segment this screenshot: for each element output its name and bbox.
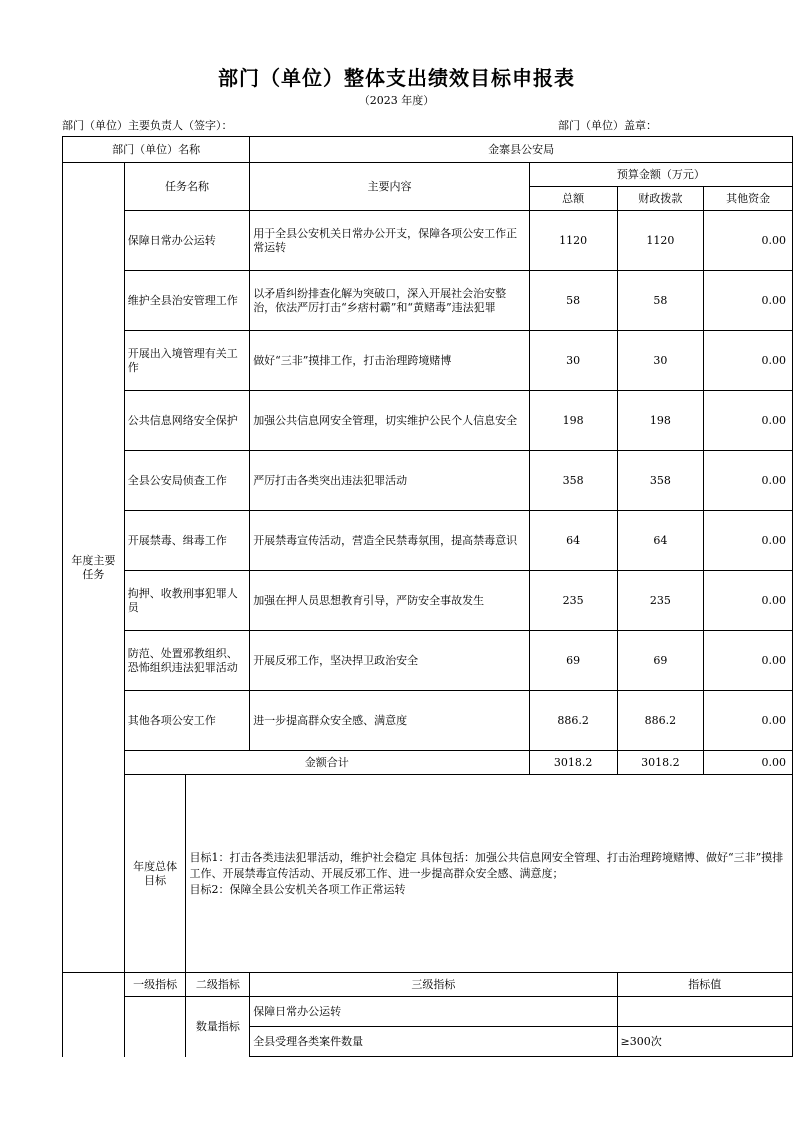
table-row [63,211,793,271]
task-other: 0.00 [704,451,793,511]
unit-value: 金寨县公安局 [250,137,793,163]
task-other: 0.00 [704,631,793,691]
col-main-content: 主要内容 [250,163,530,211]
task-fiscal: 886.2 [617,691,704,751]
col-level2: 二级指标 [186,973,250,997]
task-content: 加强公共信息网安全管理，切实维护公民个人信息安全 [250,391,530,451]
page-title: 部门（单位）整体支出绩效目标申报表 [218,66,575,90]
task-name: 防范、处置邪教组织、恐怖组织违法犯罪活动 [124,631,249,691]
seal-label: 部门（单位）盖章： [558,119,657,132]
table-row [63,511,793,571]
table-row [63,571,793,631]
indicator-value [617,997,792,1027]
task-total: 235 [529,571,617,631]
task-content: 开展反邪工作，坚决捍卫政治安全 [250,631,530,691]
task-fiscal: 69 [617,631,704,691]
task-total: 69 [529,631,617,691]
col-fiscal: 财政拨款 [617,187,704,211]
task-other: 0.00 [704,211,793,271]
unit-label: 部门（单位）名称 [63,137,250,163]
goal-line-1: 目标1：打击各类违法犯罪活动，维护社会稳定 具体包括：加强公共信息网安全管理、打击治理跨境赌博、做好“三非”摸排工作、开展禁毒宣传活动、开展反邪工作、进一步提高群众安全感、满意度； [189,850,784,880]
table-row [63,631,793,691]
task-other: 0.00 [704,391,793,451]
task-content: 做好“三非”摸排工作，打击治理跨境赌博 [250,331,530,391]
table-row [63,331,793,391]
goal-label: 年度总体目标 [124,775,186,973]
level3-cell: 全县受理各类案件数量 [250,1027,617,1057]
sum-row [63,751,793,775]
task-total: 58 [529,271,617,331]
task-other: 0.00 [704,331,793,391]
task-fiscal: 30 [617,331,704,391]
task-other: 0.00 [704,511,793,571]
task-content: 开展禁毒宣传活动，营造全民禁毒氛围，提高禁毒意识 [250,511,530,571]
performance-table [62,136,793,1057]
table-row [63,997,793,1027]
sum-fiscal: 3018.2 [617,751,704,775]
task-header-row [63,163,793,187]
col-budget: 预算金额（万元） [529,163,792,187]
task-other: 0.00 [704,271,793,331]
level3-cell: 保障日常办公运转 [250,997,617,1027]
task-content: 进一步提高群众安全感、满意度 [250,691,530,751]
task-name: 开展禁毒、缉毒工作 [124,511,249,571]
task-fiscal: 64 [617,511,704,571]
task-total: 64 [529,511,617,571]
goal-content [186,775,793,973]
task-name: 开展出入境管理有关工作 [124,331,249,391]
level1-cell [124,997,186,1057]
tasks-section-label: 年度主要任务 [63,163,125,973]
table-row [63,691,793,751]
indicator-section-label [63,973,125,1057]
task-name: 其他各项公安工作 [124,691,249,751]
task-fiscal: 198 [617,391,704,451]
task-name: 维护全县治安管理工作 [124,271,249,331]
task-name: 拘押、收教刑事犯罪人员 [124,571,249,631]
task-total: 358 [529,451,617,511]
level2-cell: 数量指标 [186,997,250,1057]
col-task-name: 任务名称 [124,163,249,211]
table-row [63,271,793,331]
col-level1: 一级指标 [124,973,186,997]
task-content: 用于全县公安机关日常办公开支，保障各项公安工作正常运转 [250,211,530,271]
sum-other: 0.00 [704,751,793,775]
task-other: 0.00 [704,571,793,631]
task-total: 30 [529,331,617,391]
table-row [63,451,793,511]
task-content: 加强在押人员思想教育引导，严防安全事故发生 [250,571,530,631]
task-name: 公共信息网络安全保护 [124,391,249,451]
indicator-value: ≥300次 [617,1027,792,1057]
goal-row [63,775,793,973]
unit-row [63,137,793,163]
task-name: 全县公安局侦查工作 [124,451,249,511]
task-total: 886.2 [529,691,617,751]
signature-label: 部门（单位）主要负责人（签字）： [62,119,233,132]
task-fiscal: 1120 [617,211,704,271]
col-level3: 三级指标 [250,973,617,997]
task-content: 以矛盾纠纷排查化解为突破口，深入开展社会治安整治，依法严厉打击“乡痞村霸”和“黄赌毒”违法犯罪 [250,271,530,331]
table-row [63,391,793,451]
col-value: 指标值 [617,973,792,997]
task-total: 198 [529,391,617,451]
col-other: 其他资金 [704,187,793,211]
task-fiscal: 235 [617,571,704,631]
goal-line-2: 目标2：保障全县公安机关各项工作正常运转 [189,882,406,896]
indicator-header-row [63,973,793,997]
task-name: 保障日常办公运转 [124,211,249,271]
sum-total: 3018.2 [529,751,617,775]
sum-label: 金额合计 [124,751,529,775]
task-other: 0.00 [704,691,793,751]
task-fiscal: 58 [617,271,704,331]
task-content: 严厉打击各类突出违法犯罪活动 [250,451,530,511]
col-total: 总额 [529,187,617,211]
year-subtitle: （2023 年度） [358,94,435,107]
task-fiscal: 358 [617,451,704,511]
task-total: 1120 [529,211,617,271]
